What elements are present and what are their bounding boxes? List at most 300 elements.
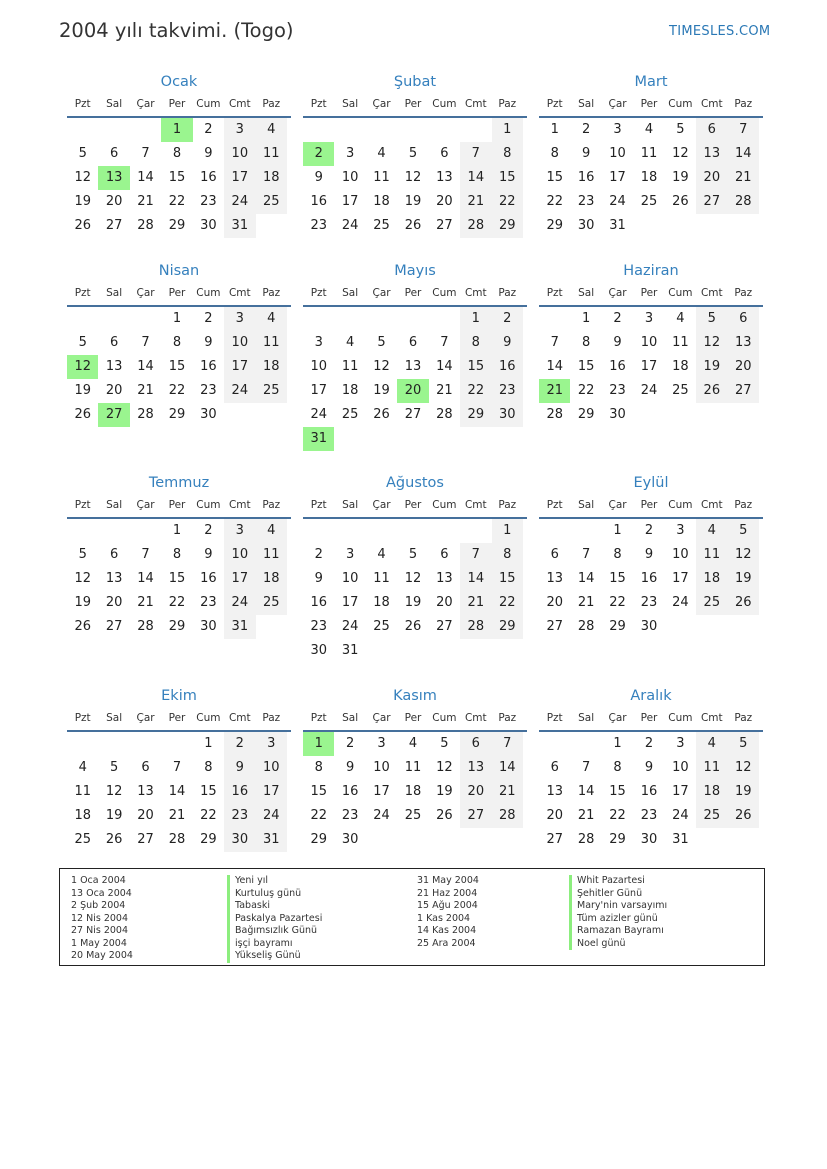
day-cell[interactable]: 4 bbox=[696, 519, 727, 543]
day-cell[interactable]: 9 bbox=[492, 331, 523, 355]
day-cell[interactable]: 16 bbox=[310, 595, 327, 610]
day-cell[interactable]: 1 bbox=[492, 519, 523, 543]
day-cell[interactable]: 11 bbox=[74, 784, 91, 799]
day-cell[interactable]: 25 bbox=[404, 808, 422, 823]
day-cell[interactable]: 25 bbox=[256, 591, 287, 615]
day-cell[interactable]: 24 bbox=[672, 595, 689, 610]
day-cell[interactable]: 5 bbox=[78, 335, 87, 350]
day-cell[interactable]: 7 bbox=[141, 335, 150, 350]
day-cell[interactable]: 25 bbox=[256, 379, 287, 403]
day-cell[interactable]: 9 bbox=[204, 335, 213, 350]
holiday-day-cell[interactable]: 2 bbox=[303, 142, 334, 166]
day-cell[interactable]: 24 bbox=[224, 379, 255, 403]
day-cell[interactable]: 8 bbox=[460, 331, 491, 355]
day-cell[interactable]: 11 bbox=[341, 359, 359, 374]
day-cell[interactable]: 26 bbox=[728, 591, 759, 615]
day-cell[interactable]: 30 bbox=[640, 832, 658, 847]
day-cell[interactable]: 9 bbox=[204, 146, 213, 161]
day-cell[interactable]: 20 bbox=[105, 595, 123, 610]
day-cell[interactable]: 2 bbox=[644, 523, 654, 538]
day-cell[interactable]: 26 bbox=[436, 808, 453, 823]
day-cell[interactable]: 10 bbox=[672, 760, 689, 775]
day-cell[interactable]: 24 bbox=[672, 808, 689, 823]
day-cell[interactable]: 10 bbox=[609, 146, 626, 161]
day-cell[interactable]: 25 bbox=[672, 383, 689, 398]
day-cell[interactable]: 16 bbox=[341, 784, 359, 799]
day-cell[interactable]: 8 bbox=[172, 146, 182, 161]
day-cell[interactable]: 17 bbox=[373, 784, 390, 799]
day-cell[interactable]: 24 bbox=[609, 194, 626, 209]
day-cell[interactable]: 18 bbox=[373, 194, 390, 209]
day-cell[interactable]: 22 bbox=[609, 595, 626, 610]
day-cell[interactable]: 16 bbox=[577, 170, 595, 185]
day-cell[interactable]: 31 bbox=[224, 615, 255, 639]
day-cell[interactable]: 6 bbox=[109, 146, 119, 161]
day-cell[interactable]: 30 bbox=[200, 407, 217, 422]
day-cell[interactable]: 17 bbox=[640, 359, 658, 374]
day-cell[interactable]: 5 bbox=[728, 732, 759, 756]
day-cell[interactable]: 21 bbox=[577, 808, 595, 823]
day-cell[interactable]: 19 bbox=[373, 383, 390, 398]
day-cell[interactable]: 6 bbox=[440, 547, 449, 562]
day-cell[interactable]: 30 bbox=[200, 218, 217, 233]
day-cell[interactable]: 6 bbox=[460, 732, 491, 756]
day-cell[interactable]: 6 bbox=[550, 547, 559, 562]
day-cell[interactable]: 18 bbox=[341, 383, 359, 398]
day-cell[interactable]: 21 bbox=[460, 190, 491, 214]
day-cell[interactable]: 12 bbox=[728, 756, 759, 780]
day-cell[interactable]: 25 bbox=[373, 218, 390, 233]
day-cell[interactable]: 3 bbox=[345, 547, 355, 562]
day-cell[interactable]: 14 bbox=[137, 359, 154, 374]
day-cell[interactable]: 12 bbox=[728, 543, 759, 567]
day-cell[interactable]: 3 bbox=[345, 146, 355, 161]
day-cell[interactable]: 10 bbox=[373, 760, 390, 775]
day-cell[interactable]: 18 bbox=[373, 595, 390, 610]
day-cell[interactable]: 24 bbox=[224, 190, 255, 214]
holiday-day-cell[interactable]: 20 bbox=[397, 379, 428, 403]
day-cell[interactable]: 23 bbox=[310, 218, 327, 233]
day-cell[interactable]: 6 bbox=[141, 760, 150, 775]
day-cell[interactable]: 9 bbox=[204, 547, 213, 562]
day-cell[interactable]: 8 bbox=[204, 760, 213, 775]
day-cell[interactable]: 19 bbox=[436, 784, 453, 799]
day-cell[interactable]: 23 bbox=[492, 379, 523, 403]
day-cell[interactable]: 10 bbox=[310, 359, 327, 374]
day-cell[interactable]: 29 bbox=[168, 407, 186, 422]
day-cell[interactable]: 17 bbox=[672, 571, 689, 586]
day-cell[interactable]: 24 bbox=[341, 218, 359, 233]
day-cell[interactable]: 22 bbox=[310, 808, 327, 823]
day-cell[interactable]: 18 bbox=[672, 359, 689, 374]
day-cell[interactable]: 23 bbox=[224, 804, 255, 828]
day-cell[interactable]: 7 bbox=[728, 118, 759, 142]
day-cell[interactable]: 23 bbox=[609, 383, 626, 398]
day-cell[interactable]: 6 bbox=[408, 335, 418, 350]
day-cell[interactable]: 7 bbox=[492, 732, 523, 756]
day-cell[interactable]: 21 bbox=[436, 383, 453, 398]
day-cell[interactable]: 17 bbox=[310, 383, 327, 398]
day-cell[interactable]: 10 bbox=[341, 170, 359, 185]
day-cell[interactable]: 12 bbox=[74, 571, 91, 586]
day-cell[interactable]: 20 bbox=[546, 595, 563, 610]
holiday-day-cell[interactable]: 31 bbox=[303, 427, 334, 451]
holiday-day-cell[interactable]: 1 bbox=[161, 118, 192, 142]
day-cell[interactable]: 8 bbox=[581, 335, 591, 350]
day-cell[interactable]: 2 bbox=[224, 732, 255, 756]
day-cell[interactable]: 9 bbox=[581, 146, 591, 161]
day-cell[interactable]: 6 bbox=[109, 547, 119, 562]
day-cell[interactable]: 7 bbox=[581, 760, 591, 775]
day-cell[interactable]: 20 bbox=[436, 194, 453, 209]
day-cell[interactable]: 5 bbox=[408, 547, 418, 562]
holiday-day-cell[interactable]: 14 bbox=[492, 756, 523, 780]
day-cell[interactable]: 22 bbox=[492, 190, 523, 214]
day-cell[interactable]: 26 bbox=[105, 832, 123, 847]
day-cell[interactable]: 2 bbox=[492, 307, 523, 331]
holiday-day-cell[interactable]: 1 bbox=[303, 732, 334, 756]
day-cell[interactable]: 7 bbox=[460, 142, 491, 166]
day-cell[interactable]: 4 bbox=[377, 146, 386, 161]
day-cell[interactable]: 21 bbox=[577, 595, 595, 610]
day-cell[interactable]: 4 bbox=[676, 311, 685, 326]
day-cell[interactable]: 15 bbox=[168, 170, 186, 185]
day-cell[interactable]: 2 bbox=[204, 523, 213, 538]
day-cell[interactable]: 29 bbox=[492, 615, 523, 639]
day-cell[interactable]: 7 bbox=[172, 760, 182, 775]
day-cell[interactable]: 3 bbox=[377, 736, 386, 751]
day-cell[interactable]: 28 bbox=[577, 619, 595, 634]
day-cell[interactable]: 3 bbox=[644, 311, 654, 326]
day-cell[interactable]: 31 bbox=[224, 214, 255, 238]
day-cell[interactable]: 24 bbox=[256, 804, 287, 828]
day-cell[interactable]: 26 bbox=[74, 218, 91, 233]
day-cell[interactable]: 12 bbox=[404, 571, 422, 586]
day-cell[interactable]: 15 bbox=[310, 784, 327, 799]
day-cell[interactable]: 21 bbox=[137, 595, 154, 610]
day-cell[interactable]: 16 bbox=[200, 359, 217, 374]
day-cell[interactable]: 14 bbox=[546, 359, 563, 374]
day-cell[interactable]: 8 bbox=[492, 543, 523, 567]
day-cell[interactable]: 1 bbox=[581, 311, 591, 326]
day-cell[interactable]: 19 bbox=[74, 194, 91, 209]
day-cell[interactable]: 17 bbox=[341, 194, 359, 209]
day-cell[interactable]: 30 bbox=[310, 643, 327, 658]
day-cell[interactable]: 23 bbox=[577, 194, 595, 209]
day-cell[interactable]: 2 bbox=[644, 736, 654, 751]
day-cell[interactable]: 14 bbox=[168, 784, 186, 799]
day-cell[interactable]: 14 bbox=[577, 784, 595, 799]
day-cell[interactable]: 29 bbox=[609, 832, 626, 847]
day-cell[interactable]: 11 bbox=[256, 543, 287, 567]
day-cell[interactable]: 13 bbox=[696, 142, 727, 166]
day-cell[interactable]: 19 bbox=[672, 170, 689, 185]
holiday-day-cell[interactable]: 25 bbox=[696, 804, 727, 828]
day-cell[interactable]: 29 bbox=[200, 832, 217, 847]
day-cell[interactable]: 1 bbox=[172, 311, 182, 326]
day-cell[interactable]: 21 bbox=[492, 780, 523, 804]
day-cell[interactable]: 18 bbox=[404, 784, 422, 799]
day-cell[interactable]: 26 bbox=[672, 194, 689, 209]
day-cell[interactable]: 17 bbox=[609, 170, 626, 185]
day-cell[interactable]: 18 bbox=[696, 780, 727, 804]
day-cell[interactable]: 4 bbox=[256, 519, 287, 543]
day-cell[interactable]: 28 bbox=[460, 214, 491, 238]
day-cell[interactable]: 11 bbox=[672, 335, 689, 350]
day-cell[interactable]: 18 bbox=[74, 808, 91, 823]
day-cell[interactable]: 6 bbox=[550, 760, 559, 775]
day-cell[interactable]: 5 bbox=[676, 122, 685, 137]
day-cell[interactable]: 28 bbox=[546, 407, 563, 422]
day-cell[interactable]: 28 bbox=[728, 190, 759, 214]
day-cell[interactable]: 25 bbox=[640, 194, 658, 209]
day-cell[interactable]: 11 bbox=[373, 571, 390, 586]
day-cell[interactable]: 6 bbox=[109, 335, 119, 350]
holiday-day-cell[interactable]: 15 bbox=[492, 567, 523, 591]
day-cell[interactable]: 16 bbox=[310, 194, 327, 209]
day-cell[interactable]: 1 bbox=[613, 736, 622, 751]
day-cell[interactable]: 22 bbox=[577, 383, 595, 398]
day-cell[interactable]: 19 bbox=[74, 383, 91, 398]
day-cell[interactable]: 28 bbox=[492, 804, 523, 828]
day-cell[interactable]: 24 bbox=[310, 407, 327, 422]
day-cell[interactable]: 22 bbox=[168, 194, 186, 209]
day-cell[interactable]: 3 bbox=[256, 732, 287, 756]
day-cell[interactable]: 10 bbox=[224, 331, 255, 355]
day-cell[interactable]: 18 bbox=[696, 567, 727, 591]
day-cell[interactable]: 14 bbox=[577, 571, 595, 586]
day-cell[interactable]: 13 bbox=[105, 359, 123, 374]
day-cell[interactable]: 5 bbox=[78, 146, 87, 161]
day-cell[interactable]: 13 bbox=[546, 784, 563, 799]
day-cell[interactable]: 22 bbox=[609, 808, 626, 823]
day-cell[interactable]: 27 bbox=[728, 379, 759, 403]
day-cell[interactable]: 22 bbox=[200, 808, 217, 823]
day-cell[interactable]: 2 bbox=[314, 547, 323, 562]
day-cell[interactable]: 15 bbox=[200, 784, 217, 799]
day-cell[interactable]: 23 bbox=[200, 595, 217, 610]
day-cell[interactable]: 23 bbox=[310, 619, 327, 634]
day-cell[interactable]: 26 bbox=[74, 407, 91, 422]
day-cell[interactable]: 5 bbox=[109, 760, 119, 775]
day-cell[interactable]: 18 bbox=[256, 166, 287, 190]
day-cell[interactable]: 26 bbox=[696, 379, 727, 403]
day-cell[interactable]: 18 bbox=[256, 355, 287, 379]
day-cell[interactable]: 18 bbox=[640, 170, 658, 185]
day-cell[interactable]: 21 bbox=[728, 166, 759, 190]
day-cell[interactable]: 30 bbox=[200, 619, 217, 634]
day-cell[interactable]: 21 bbox=[137, 194, 154, 209]
day-cell[interactable]: 19 bbox=[404, 194, 422, 209]
day-cell[interactable]: 8 bbox=[314, 760, 323, 775]
day-cell[interactable]: 8 bbox=[172, 335, 182, 350]
day-cell[interactable]: 16 bbox=[200, 170, 217, 185]
day-cell[interactable]: 16 bbox=[492, 355, 523, 379]
day-cell[interactable]: 10 bbox=[672, 547, 689, 562]
day-cell[interactable]: 7 bbox=[141, 146, 150, 161]
day-cell[interactable]: 3 bbox=[676, 736, 685, 751]
day-cell[interactable]: 27 bbox=[546, 619, 563, 634]
day-cell[interactable]: 3 bbox=[613, 122, 622, 137]
day-cell[interactable]: 12 bbox=[436, 760, 453, 775]
day-cell[interactable]: 27 bbox=[696, 190, 727, 214]
day-cell[interactable]: 28 bbox=[137, 619, 154, 634]
day-cell[interactable]: 28 bbox=[168, 832, 186, 847]
day-cell[interactable]: 15 bbox=[168, 359, 186, 374]
day-cell[interactable]: 24 bbox=[373, 808, 390, 823]
day-cell[interactable]: 18 bbox=[256, 567, 287, 591]
day-cell[interactable]: 16 bbox=[640, 571, 658, 586]
day-cell[interactable]: 21 bbox=[460, 591, 491, 615]
holiday-day-cell[interactable]: 1 bbox=[460, 307, 491, 331]
day-cell[interactable]: 9 bbox=[644, 547, 654, 562]
day-cell[interactable]: 4 bbox=[377, 547, 386, 562]
day-cell[interactable]: 2 bbox=[204, 311, 213, 326]
day-cell[interactable]: 10 bbox=[341, 571, 359, 586]
day-cell[interactable]: 10 bbox=[640, 335, 658, 350]
day-cell[interactable]: 15 bbox=[609, 784, 626, 799]
day-cell[interactable]: 15 bbox=[460, 355, 491, 379]
day-cell[interactable]: 13 bbox=[436, 170, 453, 185]
day-cell[interactable]: 13 bbox=[436, 571, 453, 586]
day-cell[interactable]: 29 bbox=[546, 218, 563, 233]
day-cell[interactable]: 26 bbox=[373, 407, 390, 422]
day-cell[interactable]: 17 bbox=[224, 355, 255, 379]
day-cell[interactable]: 22 bbox=[168, 383, 186, 398]
day-cell[interactable]: 8 bbox=[613, 547, 622, 562]
day-cell[interactable]: 3 bbox=[224, 307, 255, 331]
day-cell[interactable]: 9 bbox=[314, 170, 323, 185]
day-cell[interactable]: 13 bbox=[546, 571, 563, 586]
day-cell[interactable]: 14 bbox=[436, 359, 453, 374]
day-cell[interactable]: 19 bbox=[105, 808, 123, 823]
day-cell[interactable]: 16 bbox=[609, 359, 626, 374]
day-cell[interactable]: 3 bbox=[676, 523, 685, 538]
day-cell[interactable]: 20 bbox=[105, 383, 123, 398]
day-cell[interactable]: 7 bbox=[141, 547, 150, 562]
day-cell[interactable]: 17 bbox=[224, 567, 255, 591]
day-cell[interactable]: 4 bbox=[345, 335, 355, 350]
day-cell[interactable]: 1 bbox=[550, 122, 559, 137]
day-cell[interactable]: 13 bbox=[460, 756, 491, 780]
day-cell[interactable]: 19 bbox=[74, 595, 91, 610]
day-cell[interactable]: 17 bbox=[256, 780, 287, 804]
day-cell[interactable]: 13 bbox=[105, 571, 123, 586]
day-cell[interactable]: 9 bbox=[613, 335, 622, 350]
holiday-day-cell[interactable]: 21 bbox=[539, 379, 570, 403]
day-cell[interactable]: 27 bbox=[105, 218, 123, 233]
day-cell[interactable]: 3 bbox=[314, 335, 323, 350]
day-cell[interactable]: 20 bbox=[105, 194, 123, 209]
day-cell[interactable]: 5 bbox=[728, 519, 759, 543]
day-cell[interactable]: 29 bbox=[609, 619, 626, 634]
day-cell[interactable]: 24 bbox=[341, 619, 359, 634]
day-cell[interactable]: 23 bbox=[200, 383, 217, 398]
day-cell[interactable]: 7 bbox=[440, 335, 449, 350]
day-cell[interactable]: 1 bbox=[613, 523, 622, 538]
day-cell[interactable]: 30 bbox=[640, 619, 658, 634]
day-cell[interactable]: 11 bbox=[696, 756, 727, 780]
day-cell[interactable]: 14 bbox=[137, 170, 154, 185]
day-cell[interactable]: 30 bbox=[577, 218, 595, 233]
day-cell[interactable]: 27 bbox=[460, 804, 491, 828]
day-cell[interactable]: 29 bbox=[168, 218, 186, 233]
day-cell[interactable]: 2 bbox=[204, 122, 213, 137]
day-cell[interactable]: 29 bbox=[577, 407, 595, 422]
day-cell[interactable]: 12 bbox=[696, 331, 727, 355]
day-cell[interactable]: 26 bbox=[404, 218, 422, 233]
day-cell[interactable]: 31 bbox=[341, 643, 359, 658]
day-cell[interactable]: 1 bbox=[172, 523, 182, 538]
day-cell[interactable]: 11 bbox=[373, 170, 390, 185]
day-cell[interactable]: 9 bbox=[644, 760, 654, 775]
holiday-day-cell[interactable]: 13 bbox=[98, 166, 129, 190]
day-cell[interactable]: 4 bbox=[256, 307, 287, 331]
day-cell[interactable]: 30 bbox=[224, 828, 255, 852]
day-cell[interactable]: 9 bbox=[224, 756, 255, 780]
day-cell[interactable]: 16 bbox=[224, 780, 255, 804]
day-cell[interactable]: 15 bbox=[492, 166, 523, 190]
day-cell[interactable]: 27 bbox=[105, 619, 123, 634]
day-cell[interactable]: 20 bbox=[137, 808, 154, 823]
day-cell[interactable]: 28 bbox=[137, 407, 154, 422]
day-cell[interactable]: 6 bbox=[440, 146, 449, 161]
day-cell[interactable]: 4 bbox=[644, 122, 654, 137]
holiday-day-cell[interactable]: 27 bbox=[98, 403, 129, 427]
day-cell[interactable]: 4 bbox=[408, 736, 418, 751]
day-cell[interactable]: 19 bbox=[696, 355, 727, 379]
day-cell[interactable]: 20 bbox=[460, 780, 491, 804]
day-cell[interactable]: 30 bbox=[341, 832, 359, 847]
day-cell[interactable]: 8 bbox=[172, 547, 182, 562]
day-cell[interactable]: 10 bbox=[224, 543, 255, 567]
day-cell[interactable]: 8 bbox=[550, 146, 559, 161]
day-cell[interactable]: 7 bbox=[581, 547, 591, 562]
day-cell[interactable]: 25 bbox=[74, 832, 91, 847]
day-cell[interactable]: 17 bbox=[672, 784, 689, 799]
day-cell[interactable]: 20 bbox=[436, 595, 453, 610]
day-cell[interactable]: 30 bbox=[609, 407, 626, 422]
day-cell[interactable]: 1 bbox=[204, 736, 213, 751]
day-cell[interactable]: 2 bbox=[613, 311, 622, 326]
day-cell[interactable]: 3 bbox=[224, 519, 255, 543]
day-cell[interactable]: 22 bbox=[168, 595, 186, 610]
day-cell[interactable]: 19 bbox=[404, 595, 422, 610]
day-cell[interactable]: 29 bbox=[492, 214, 523, 238]
day-cell[interactable]: 26 bbox=[728, 804, 759, 828]
day-cell[interactable]: 4 bbox=[256, 118, 287, 142]
day-cell[interactable]: 2 bbox=[345, 736, 355, 751]
day-cell[interactable]: 11 bbox=[256, 331, 287, 355]
day-cell[interactable]: 16 bbox=[640, 784, 658, 799]
day-cell[interactable]: 29 bbox=[310, 832, 327, 847]
day-cell[interactable]: 21 bbox=[168, 808, 186, 823]
day-cell[interactable]: 12 bbox=[373, 359, 390, 374]
day-cell[interactable]: 5 bbox=[78, 547, 87, 562]
day-cell[interactable]: 5 bbox=[696, 307, 727, 331]
day-cell[interactable]: 25 bbox=[373, 619, 390, 634]
day-cell[interactable]: 8 bbox=[613, 760, 622, 775]
day-cell[interactable]: 31 bbox=[672, 832, 689, 847]
day-cell[interactable]: 25 bbox=[341, 407, 359, 422]
day-cell[interactable]: 14 bbox=[460, 166, 491, 190]
holiday-day-cell[interactable]: 12 bbox=[67, 355, 98, 379]
day-cell[interactable]: 26 bbox=[404, 619, 422, 634]
day-cell[interactable]: 15 bbox=[609, 571, 626, 586]
day-cell[interactable]: 17 bbox=[224, 166, 255, 190]
day-cell[interactable]: 9 bbox=[314, 571, 323, 586]
day-cell[interactable]: 6 bbox=[696, 118, 727, 142]
